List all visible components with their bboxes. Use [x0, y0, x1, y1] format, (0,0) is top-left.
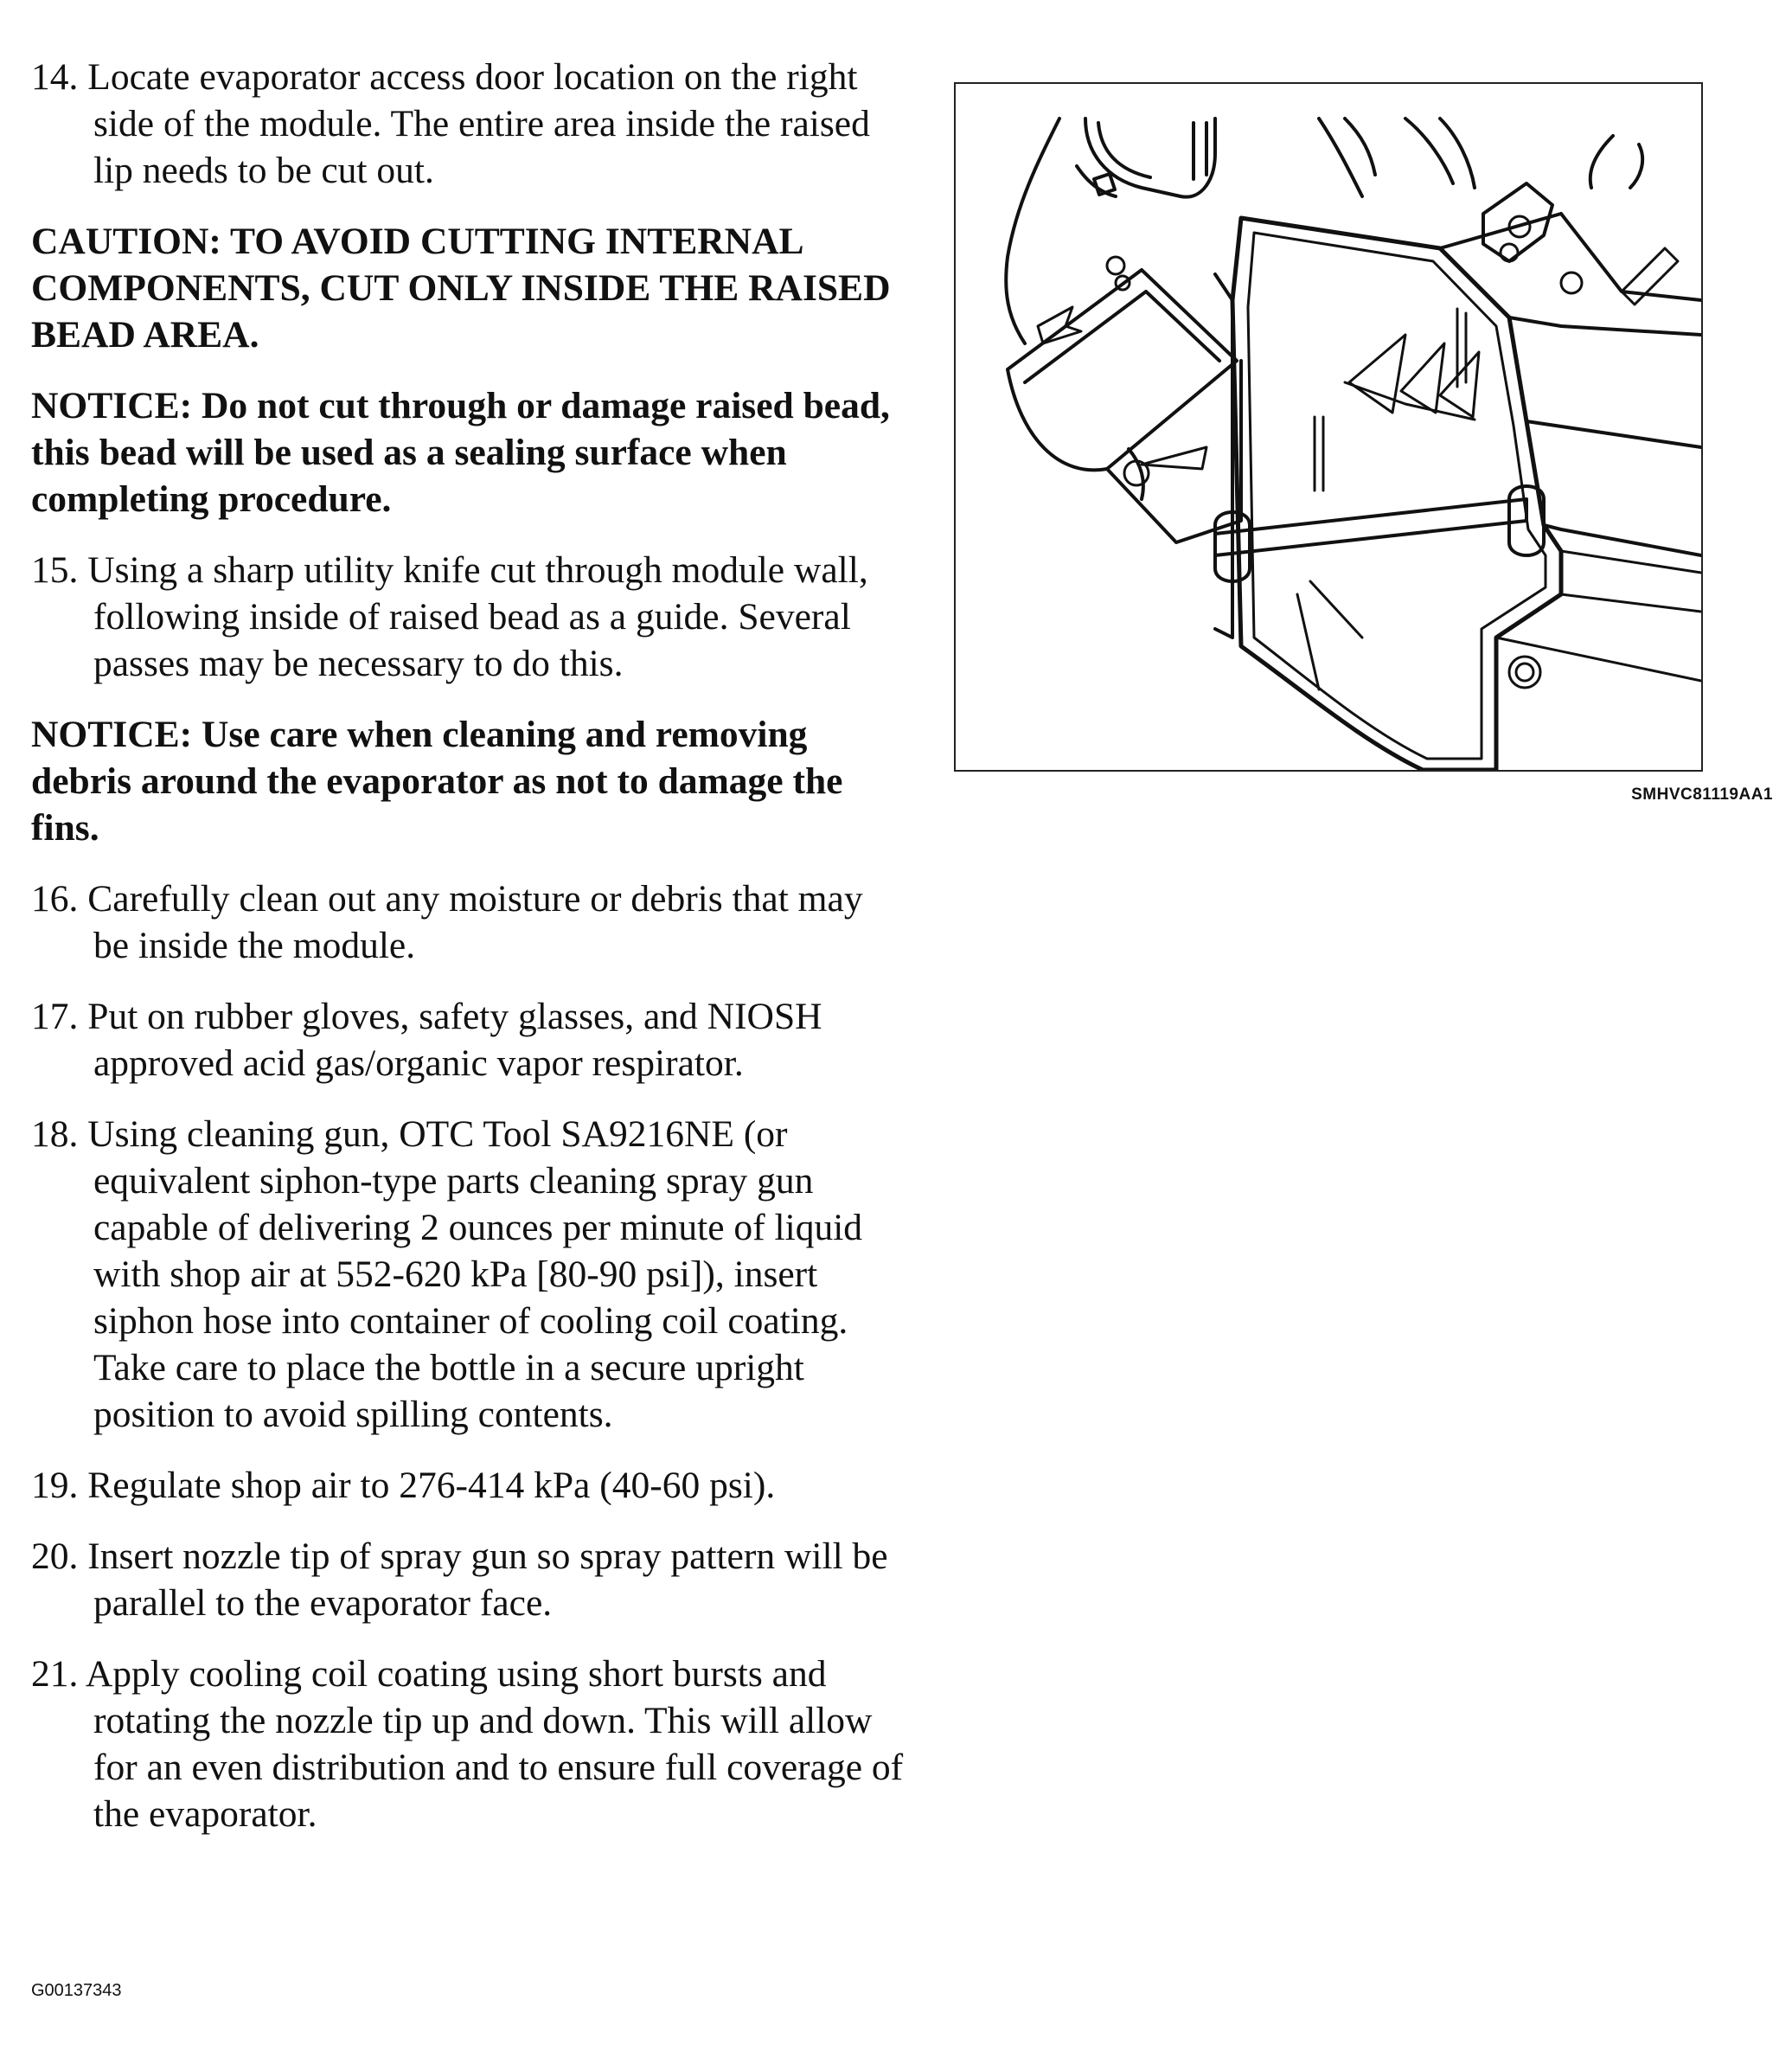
step-number: 17.: [31, 996, 79, 1037]
procedure-text: [31, 54, 905, 1862]
caution-notice: CAUTION: TO AVOID CUTTING INTERNAL COMPONENTS, CUT ONLY INSIDE THE RAISED BEAD AREA.: [31, 221, 891, 356]
notice-fins: NOTICE: Use care when cleaning and removing debris around the evaporator as not to damage the fins.: [31, 714, 843, 849]
evaporator-module-illustration: [954, 82, 1703, 772]
hose-left: [1006, 119, 1059, 343]
step-15: [31, 547, 905, 687]
step-18: [31, 1111, 905, 1438]
step-number: 18.: [31, 1113, 79, 1155]
clip: [1094, 174, 1115, 195]
step-text: Using cleaning gun, OTC Tool SA9216NE (or equivalent siphon-type parts cleaning spray gun capable of delivering 2 ounces per minute of liquid with shop air at 552-620 kPa [80-90 psi]), insert siphon hose into container of cooling coil coating. Take care to place the bottle in a secure upright position to avoid spilling contents.: [87, 1113, 863, 1435]
step-21: [31, 1651, 905, 1837]
step-text: Put on rubber gloves, safety glasses, and NIOSH approved acid gas/organic vapor respirator.: [87, 996, 822, 1084]
vane: [1401, 343, 1444, 413]
step-number: 19.: [31, 1465, 79, 1506]
step-number: 16.: [31, 878, 79, 920]
step-number: 20.: [31, 1535, 79, 1577]
step-number: 14.: [31, 56, 79, 98]
step-19: [31, 1462, 905, 1509]
figure-code: SMHVC81119AA1: [1631, 785, 1773, 804]
arrow-clip: [1038, 307, 1081, 343]
step-number: 15.: [31, 549, 79, 591]
step-16: [31, 875, 905, 969]
step-text: Insert nozzle tip of spray gun so spray pattern will be parallel to the evaporator face.: [87, 1535, 888, 1624]
step-text: Using a sharp utility knife cut through module wall, following inside of raised bead as a guide. Several passes may be necessary to do this.: [87, 549, 868, 684]
notice-raised-bead: NOTICE: Do not cut through or damage raised bead, this bead will be used as a sealing surface when completing procedure.: [31, 385, 890, 520]
step-14: [31, 54, 905, 194]
step-text: Apply cooling coil coating using short bursts and rotating the nozzle tip up and down. This will allow for an even distribution and to ensure full coverage of the evaporator.: [85, 1653, 904, 1835]
step-text: Carefully clean out any moisture or debris that may be inside the module.: [87, 878, 863, 966]
step-17: [31, 993, 905, 1087]
step-number: 21.: [31, 1653, 79, 1695]
step-text: Regulate shop air to 276-414 kPa (40-60 psi).: [87, 1465, 776, 1506]
page-code: G00137343: [31, 1981, 122, 2000]
vane: [1440, 352, 1479, 417]
crossbar: [1215, 499, 1526, 555]
step-text: Locate evaporator access door location on the right side of the module. The entire area inside the raised lip needs to be cut out.: [87, 56, 870, 191]
step-20: [31, 1533, 905, 1626]
upper-duct: [1085, 119, 1215, 197]
